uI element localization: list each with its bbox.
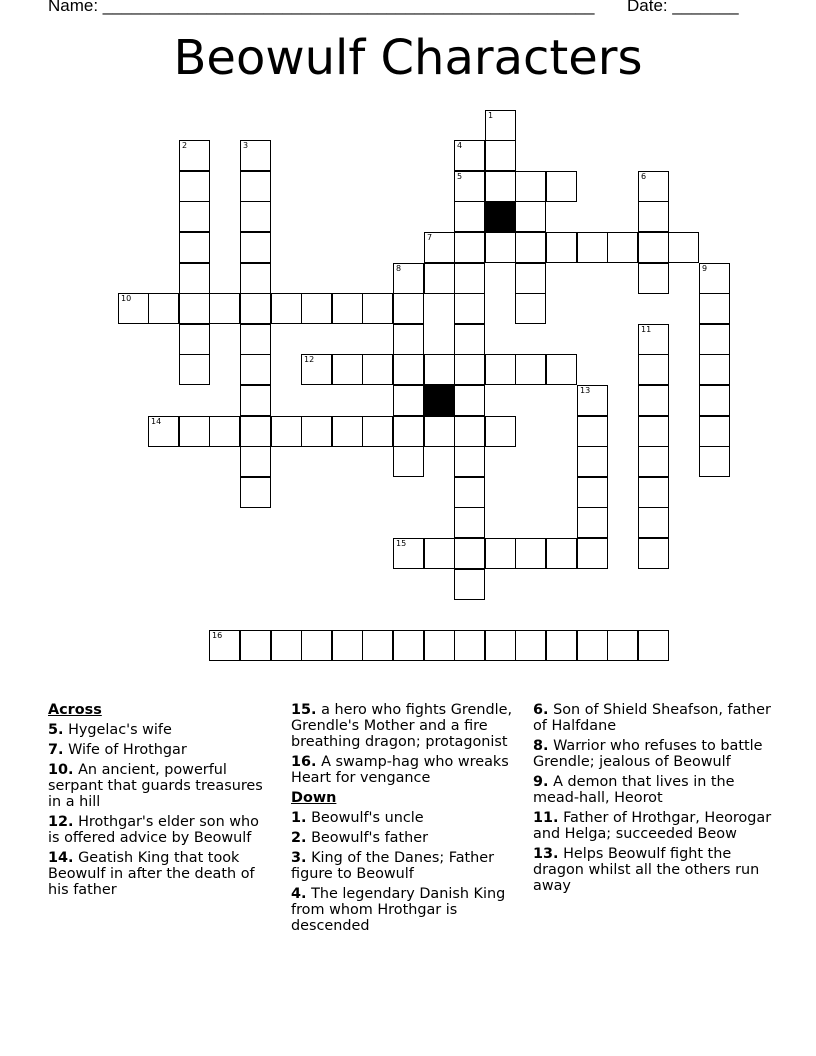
grid-cell[interactable]: [240, 263, 271, 294]
grid-cell[interactable]: [301, 293, 332, 324]
grid-cell[interactable]: [179, 324, 210, 355]
clue-text: Helps Beowulf fight the dragon whilst all the others run away: [533, 846, 760, 894]
clue-number: 14.: [48, 850, 74, 866]
grid-cell[interactable]: [485, 140, 516, 171]
cell-number: 15: [396, 539, 407, 548]
cell-number: 7: [427, 233, 433, 242]
clue-text: Father of Hrothgar, Heorogar and Helga; succeeded Beow: [533, 810, 772, 842]
puzzle-title: Beowulf Characters: [173, 30, 643, 86]
grid-cell[interactable]: [638, 324, 669, 355]
clue-number: 5.: [48, 722, 64, 738]
clue-column-3: [533, 702, 773, 898]
grid-cell[interactable]: [209, 293, 240, 324]
grid-cell[interactable]: [424, 416, 455, 447]
grid-cell[interactable]: [577, 446, 608, 477]
across-clue: [48, 850, 273, 898]
grid-cell[interactable]: [515, 171, 546, 202]
grid-cell[interactable]: [393, 293, 424, 324]
grid-cell[interactable]: [515, 538, 546, 569]
grid-cell[interactable]: [179, 140, 210, 171]
grid-cell[interactable]: [209, 416, 240, 447]
grid-cell[interactable]: [638, 201, 669, 232]
grid-cell[interactable]: [332, 416, 363, 447]
grid-cell[interactable]: [332, 354, 363, 385]
cell-number: 6: [641, 172, 647, 181]
grid-cell[interactable]: [515, 263, 546, 294]
clue-number: 8.: [533, 738, 549, 754]
grid-cell[interactable]: [393, 263, 424, 294]
cell-number: 2: [182, 141, 188, 150]
grid-cell[interactable]: [577, 538, 608, 569]
grid-cell[interactable]: [393, 324, 424, 355]
clue-text: Wife of Hrothgar: [68, 742, 187, 758]
grid-cell[interactable]: [240, 293, 271, 324]
grid-cell[interactable]: [454, 324, 485, 355]
cell-number: 14: [151, 417, 162, 426]
down-clue: [533, 846, 773, 894]
grid-cell[interactable]: [454, 232, 485, 263]
grid-cell[interactable]: [240, 140, 271, 171]
across-clue: [48, 814, 273, 846]
clue-number: 9.: [533, 774, 549, 790]
grid-cell[interactable]: [240, 201, 271, 232]
cell-number: 13: [580, 386, 591, 395]
down-clue: [291, 850, 523, 882]
grid-cell[interactable]: [332, 293, 363, 324]
grid-cell[interactable]: [699, 354, 730, 385]
grid-cell[interactable]: [515, 354, 546, 385]
clue-text: Son of Shield Sheafson, father of Halfdane: [533, 702, 771, 734]
grid-cell[interactable]: [240, 630, 271, 661]
grid-cell[interactable]: [699, 293, 730, 324]
grid-cell[interactable]: [454, 416, 485, 447]
grid-cell[interactable]: [240, 477, 271, 508]
clue-number: 1.: [291, 810, 307, 826]
grid-cell[interactable]: [577, 630, 608, 661]
grid-cell[interactable]: [577, 507, 608, 538]
grid-cell[interactable]: [638, 630, 669, 661]
clue-number: 2.: [291, 830, 307, 846]
grid-cell[interactable]: [546, 630, 577, 661]
grid-cell[interactable]: [301, 630, 332, 661]
cell-number: 9: [702, 264, 708, 273]
cell-number: 11: [641, 325, 652, 334]
clue-text: A demon that lives in the mead-hall, Heorot: [533, 774, 735, 806]
date-label: Date:: [627, 0, 673, 15]
grid-cell[interactable]: [454, 354, 485, 385]
clue-number: 6.: [533, 702, 549, 718]
grid-cell[interactable]: [577, 416, 608, 447]
across-clue: [291, 702, 523, 750]
down-clue: [291, 886, 523, 934]
clue-text: Warrior who refuses to battle Grendle; jealous of Beowulf: [533, 738, 763, 770]
clue-text: A swamp-hag who wreaks Heart for vengance: [291, 754, 509, 786]
name-label: Name:: [48, 0, 103, 15]
blocked-cell: [424, 385, 455, 416]
clue-text: Hygelac's wife: [68, 722, 172, 738]
grid-cell[interactable]: [485, 171, 516, 202]
grid-cell[interactable]: [546, 232, 577, 263]
grid-cell[interactable]: [485, 354, 516, 385]
cell-number: 4: [457, 141, 463, 150]
grid-cell[interactable]: [454, 171, 485, 202]
grid-cell[interactable]: [179, 201, 210, 232]
grid-cell[interactable]: [454, 538, 485, 569]
grid-cell[interactable]: [699, 324, 730, 355]
grid-cell[interactable]: [577, 477, 608, 508]
cell-number: 5: [457, 172, 463, 181]
clue-text: Hrothgar's elder son who is offered advice by Beowulf: [48, 814, 259, 846]
grid-cell[interactable]: [393, 446, 424, 477]
grid-cell[interactable]: [393, 354, 424, 385]
grid-cell[interactable]: [699, 263, 730, 294]
clue-number: 13.: [533, 846, 559, 862]
grid-cell[interactable]: [638, 171, 669, 202]
clue-number: 7.: [48, 742, 64, 758]
grid-cell[interactable]: [638, 416, 669, 447]
grid-cell[interactable]: [424, 630, 455, 661]
grid-cell[interactable]: [179, 263, 210, 294]
clue-number: 15.: [291, 702, 317, 718]
grid-cell[interactable]: [638, 477, 669, 508]
grid-cell[interactable]: [148, 293, 179, 324]
grid-cell[interactable]: [179, 354, 210, 385]
grid-cell[interactable]: [271, 293, 302, 324]
clue-text: Beowulf's uncle: [311, 810, 424, 826]
grid-cell[interactable]: [638, 354, 669, 385]
grid-cell[interactable]: [362, 293, 393, 324]
clue-column-1: [48, 702, 273, 902]
grid-cell[interactable]: [424, 354, 455, 385]
grid-cell[interactable]: [454, 477, 485, 508]
grid-cell[interactable]: [393, 538, 424, 569]
grid-cell[interactable]: [485, 538, 516, 569]
date-blank[interactable]: _______: [672, 0, 739, 15]
grid-cell[interactable]: [546, 354, 577, 385]
across-clue: [48, 762, 273, 810]
grid-cell[interactable]: [485, 416, 516, 447]
clue-text: An ancient, powerful serpant that guards treasures in a hill: [48, 762, 263, 810]
grid-cell[interactable]: [699, 416, 730, 447]
grid-cell[interactable]: [485, 232, 516, 263]
grid-cell[interactable]: [454, 507, 485, 538]
grid-cell[interactable]: [271, 630, 302, 661]
grid-cell[interactable]: [393, 416, 424, 447]
across-clue: [48, 722, 273, 738]
down-clue: [291, 830, 523, 846]
grid-cell[interactable]: [546, 171, 577, 202]
down-clue: [533, 810, 773, 842]
cell-number: 10: [121, 294, 132, 303]
grid-cell[interactable]: [515, 293, 546, 324]
grid-cell[interactable]: [699, 385, 730, 416]
cell-number: 8: [396, 264, 402, 273]
grid-cell[interactable]: [638, 446, 669, 477]
grid-cell[interactable]: [668, 232, 699, 263]
grid-cell[interactable]: [607, 630, 638, 661]
grid-cell[interactable]: [240, 354, 271, 385]
grid-cell[interactable]: [607, 232, 638, 263]
grid-cell[interactable]: [424, 263, 455, 294]
down-heading: Down: [291, 790, 337, 806]
grid-cell[interactable]: [362, 416, 393, 447]
across-clue: [48, 742, 273, 758]
clue-number: 3.: [291, 850, 307, 866]
grid-cell[interactable]: [393, 630, 424, 661]
name-blank[interactable]: ____________________________________________________: [102, 0, 595, 15]
grid-cell[interactable]: [454, 630, 485, 661]
grid-cell[interactable]: [454, 263, 485, 294]
down-clue: [533, 738, 773, 770]
grid-cell[interactable]: [271, 416, 302, 447]
clue-number: 12.: [48, 814, 74, 830]
grid-cell[interactable]: [393, 385, 424, 416]
grid-cell[interactable]: [240, 171, 271, 202]
clue-text: The legendary Danish King from whom Hrothgar is descended: [291, 886, 506, 934]
blocked-cell: [485, 201, 516, 232]
grid-cell[interactable]: [515, 232, 546, 263]
grid-cell[interactable]: [577, 385, 608, 416]
down-clue: [533, 774, 773, 806]
across-heading: Across: [48, 702, 102, 718]
clue-number: 10.: [48, 762, 74, 778]
clue-number: 11.: [533, 810, 559, 826]
grid-cell[interactable]: [240, 232, 271, 263]
grid-cell[interactable]: [424, 232, 455, 263]
clue-text: King of the Danes; Father figure to Beowulf: [291, 850, 495, 882]
cell-number: 1: [488, 111, 494, 120]
cell-number: 3: [243, 141, 249, 150]
cell-number: 12: [304, 355, 315, 364]
grid-cell[interactable]: [179, 171, 210, 202]
grid-cell[interactable]: [515, 201, 546, 232]
across-clue: [291, 754, 523, 786]
grid-cell[interactable]: [485, 110, 516, 141]
clue-number: 16.: [291, 754, 317, 770]
grid-cell[interactable]: [240, 446, 271, 477]
down-clue: [533, 702, 773, 734]
grid-cell[interactable]: [454, 293, 485, 324]
grid-cell[interactable]: [301, 416, 332, 447]
grid-cell[interactable]: [638, 232, 669, 263]
clue-column-2: [291, 702, 523, 938]
grid-cell[interactable]: [301, 354, 332, 385]
grid-cell[interactable]: [240, 324, 271, 355]
grid-cell[interactable]: [454, 385, 485, 416]
grid-cell[interactable]: [577, 232, 608, 263]
grid-cell[interactable]: [454, 446, 485, 477]
cell-number: 16: [212, 631, 223, 640]
down-clue: [291, 810, 523, 826]
grid-cell[interactable]: [638, 385, 669, 416]
grid-cell[interactable]: [209, 630, 240, 661]
grid-cell[interactable]: [546, 538, 577, 569]
grid-cell[interactable]: [638, 507, 669, 538]
clue-number: 4.: [291, 886, 307, 902]
grid-cell[interactable]: [454, 140, 485, 171]
grid-cell[interactable]: [240, 416, 271, 447]
grid-cell[interactable]: [362, 354, 393, 385]
grid-cell[interactable]: [515, 630, 546, 661]
grid-cell[interactable]: [332, 630, 363, 661]
grid-cell[interactable]: [454, 569, 485, 600]
clue-text: Geatish King that took Beowulf in after the death of his father: [48, 850, 255, 898]
grid-cell[interactable]: [179, 416, 210, 447]
grid-cell[interactable]: [424, 538, 455, 569]
grid-cell[interactable]: [148, 416, 179, 447]
grid-cell[interactable]: [638, 538, 669, 569]
grid-cell[interactable]: [699, 446, 730, 477]
grid-cell[interactable]: [638, 263, 669, 294]
grid-cell[interactable]: [118, 293, 149, 324]
grid-cell[interactable]: [454, 201, 485, 232]
clue-text: a hero who fights Grendle, Grendle's Mother and a fire breathing dragon; protagonist: [291, 702, 513, 750]
grid-cell[interactable]: [179, 232, 210, 263]
grid-cell[interactable]: [179, 293, 210, 324]
grid-cell[interactable]: [240, 385, 271, 416]
grid-cell[interactable]: [485, 630, 516, 661]
grid-cell[interactable]: [362, 630, 393, 661]
clue-text: Beowulf's father: [311, 830, 428, 846]
